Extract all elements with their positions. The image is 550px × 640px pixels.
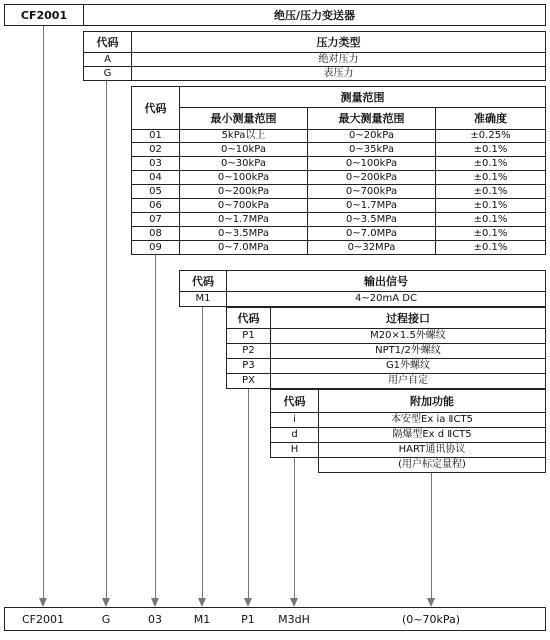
- range-max: 0~100kPa: [345, 157, 398, 169]
- range-row-acc: [435, 156, 546, 171]
- range-row-code: [131, 212, 180, 227]
- range-col-max-text: 最大测量范围: [338, 112, 405, 125]
- range-row-max: [307, 240, 436, 255]
- process-text-value: M20×1.5外螺纹: [370, 330, 446, 341]
- range-row-min: [179, 156, 308, 171]
- arrow-down-icon: [427, 598, 435, 607]
- example-part-extra: [272, 609, 316, 629]
- process-heading-text: 过程接口: [386, 311, 430, 325]
- range-row-min: [179, 184, 308, 199]
- range-row-max: [307, 226, 436, 241]
- code-label: 代码: [237, 311, 260, 325]
- process-text-value: 用户自定: [388, 375, 428, 386]
- range-row-min: [179, 129, 308, 143]
- example-text: (0~70kPa): [401, 612, 461, 626]
- extra-code-text: d: [291, 429, 298, 440]
- range-col-max: [307, 107, 436, 130]
- range-col-min: [179, 107, 308, 130]
- range-row-code: [131, 129, 180, 143]
- product-title: 绝压/压力变送器: [273, 8, 356, 22]
- extra-text-value: 隔爆型Ex d ⅡCT5: [392, 429, 472, 440]
- pressure-type-code-g: [83, 66, 132, 81]
- range-min: 0~700kPa: [217, 199, 270, 211]
- range-acc: ±0.25%: [470, 130, 511, 141]
- range-min: 5kPa以上: [221, 130, 266, 141]
- extra-code: [270, 427, 319, 443]
- extra-note: [318, 457, 546, 473]
- extra-text: [318, 412, 546, 428]
- output-code-text: M1: [195, 293, 211, 304]
- example-part-process: [233, 609, 263, 629]
- range-code: 08: [149, 227, 162, 239]
- connector-line: [431, 473, 432, 599]
- range-min: 0~10kPa: [221, 143, 266, 155]
- example-text: G: [101, 612, 111, 626]
- connector-line: [43, 26, 44, 599]
- process-code-text: P1: [242, 330, 255, 341]
- example-part-pressure-type: [91, 609, 121, 629]
- example-text: M3dH: [278, 612, 310, 626]
- range-row-acc: [435, 198, 546, 213]
- range-max: 0~1.7MPa: [346, 199, 397, 211]
- range-max: 0~200kPa: [345, 171, 398, 183]
- range-row-min: [179, 212, 308, 227]
- process-text: [270, 343, 546, 359]
- process-code-text: P3: [242, 360, 255, 371]
- extra-heading-text: 附加功能: [410, 394, 454, 408]
- extra-text: [318, 427, 546, 443]
- range-row-acc: [435, 129, 546, 143]
- process-code: [226, 328, 271, 344]
- process-text: [270, 328, 546, 344]
- extra-note-text: (用户标定量程): [398, 459, 466, 470]
- range-col-acc-text: 准确度: [474, 112, 507, 125]
- process-code-header: [226, 307, 271, 329]
- pressure-type-text: 表压力: [323, 67, 354, 79]
- range-acc: ±0.1%: [473, 171, 508, 183]
- range-row-max: [307, 212, 436, 227]
- range-code: 01: [149, 130, 162, 141]
- range-row-min: [179, 226, 308, 241]
- range-row-max: [307, 170, 436, 185]
- range-row-max: [307, 184, 436, 199]
- range-code: 03: [149, 157, 162, 169]
- example-text: M1: [193, 612, 211, 626]
- range-max: 0~20kPa: [349, 130, 394, 141]
- range-acc: ±0.1%: [473, 143, 508, 155]
- code-label: 代码: [144, 101, 167, 115]
- example-part-range: [140, 609, 170, 629]
- range-row-acc: [435, 212, 546, 227]
- range-row-max: [307, 156, 436, 171]
- range-row-acc: [435, 142, 546, 157]
- range-acc: ±0.1%: [473, 199, 508, 211]
- process-code-text: PX: [242, 375, 255, 386]
- range-row-min: [179, 170, 308, 185]
- range-acc: ±0.1%: [473, 241, 508, 253]
- range-acc: ±0.1%: [473, 227, 508, 239]
- process-text: [270, 358, 546, 374]
- range-row-code: [131, 226, 180, 241]
- pressure-type-heading-text: 压力类型: [316, 35, 361, 49]
- range-col-accuracy: [435, 107, 546, 130]
- range-row-code: [131, 170, 180, 185]
- range-row-max: [307, 142, 436, 157]
- range-code: 07: [149, 213, 162, 225]
- process-code-text: P2: [242, 345, 255, 356]
- output-code-m1: [179, 291, 227, 307]
- range-max: 0~32MPa: [347, 241, 396, 253]
- arrow-down-icon: [290, 598, 298, 607]
- range-row-acc: [435, 170, 546, 185]
- range-row-acc: [435, 226, 546, 241]
- example-text: P1: [241, 612, 255, 626]
- pressure-type-code-a: [83, 52, 132, 67]
- arrow-down-icon: [244, 598, 252, 607]
- range-row-acc: [435, 184, 546, 199]
- range-max: 0~700kPa: [345, 185, 398, 197]
- pressure-type-code-header: [83, 31, 132, 53]
- range-min: 0~1.7MPa: [218, 213, 269, 225]
- pressure-type-text-g: [131, 66, 546, 81]
- code-label: 代码: [96, 35, 119, 49]
- arrow-down-icon: [39, 598, 47, 607]
- process-heading: [270, 307, 546, 329]
- pressure-type-text: 绝对压力: [318, 53, 359, 65]
- extra-code-text: H: [290, 444, 299, 455]
- extra-heading: [318, 389, 546, 413]
- model-code-cell: [4, 4, 84, 26]
- range-col-min-text: 最小测量范围: [210, 112, 277, 125]
- example-text: 03: [148, 612, 162, 626]
- range-code: 02: [149, 143, 162, 155]
- connector-line: [155, 255, 156, 599]
- range-row-max: [307, 198, 436, 213]
- range-heading: [179, 86, 546, 108]
- process-text-value: NPT1/2外螺纹: [375, 345, 441, 356]
- range-row-min: [179, 240, 308, 255]
- code-label: 代码: [283, 394, 306, 408]
- process-code: [226, 358, 271, 374]
- range-row-code: [131, 198, 180, 213]
- extra-code: [270, 412, 319, 428]
- range-row-code: [131, 184, 180, 199]
- extra-code: [270, 442, 319, 458]
- range-acc: ±0.1%: [473, 157, 508, 169]
- arrow-down-icon: [198, 598, 206, 607]
- extra-text: [318, 442, 546, 458]
- range-min: 0~200kPa: [217, 185, 270, 197]
- range-code: 09: [149, 241, 162, 253]
- range-heading-text: 测量范围: [340, 90, 385, 104]
- example-part-model: [8, 609, 78, 629]
- extra-code-header: [270, 389, 319, 413]
- output-text-m1: [226, 291, 546, 307]
- range-row-min: [179, 198, 308, 213]
- range-min: 0~30kPa: [221, 157, 266, 169]
- extra-text-value: HART通讯协议: [398, 444, 466, 455]
- connector-line: [202, 307, 203, 599]
- range-code: 04: [149, 171, 162, 183]
- process-text: [270, 373, 546, 389]
- range-max: 0~7.0MPa: [346, 227, 397, 239]
- pressure-type-heading: [131, 31, 546, 53]
- example-part-output: [187, 609, 217, 629]
- range-row-code: [131, 142, 180, 157]
- range-acc: ±0.1%: [473, 185, 508, 197]
- output-heading-text: 输出信号: [364, 274, 408, 288]
- example-part-calibration: [391, 609, 471, 629]
- extra-text-value: 本安型Ex ia ⅡCT5: [391, 414, 473, 425]
- example-text: CF2001: [21, 612, 64, 626]
- model-code: CF2001: [20, 8, 68, 22]
- pressure-type-code-text: A: [104, 53, 111, 65]
- product-title-cell: [83, 4, 546, 26]
- process-code: [226, 373, 271, 389]
- range-min: 0~100kPa: [217, 171, 270, 183]
- process-text-value: G1外螺纹: [385, 360, 431, 371]
- connector-line: [248, 389, 249, 599]
- pressure-type-text-a: [131, 52, 546, 67]
- range-row-code: [131, 240, 180, 255]
- range-code: 05: [149, 185, 162, 197]
- range-code-header: [131, 86, 180, 130]
- range-row-code: [131, 156, 180, 171]
- arrow-down-icon: [102, 598, 110, 607]
- connector-line: [294, 458, 295, 599]
- range-max: 0~3.5MPa: [346, 213, 397, 225]
- pressure-type-code-text: G: [103, 67, 112, 79]
- range-min: 0~3.5MPa: [218, 227, 269, 239]
- range-row-min: [179, 142, 308, 157]
- range-min: 0~7.0MPa: [218, 241, 269, 253]
- output-text: 4~20mA DC: [355, 293, 417, 304]
- output-code-header: [179, 270, 227, 292]
- code-label: 代码: [192, 274, 214, 288]
- extra-code-text: i: [293, 414, 296, 425]
- range-max: 0~35kPa: [349, 143, 394, 155]
- output-heading: [226, 270, 546, 292]
- range-code: 06: [149, 199, 162, 211]
- process-code: [226, 343, 271, 359]
- connector-line: [106, 81, 107, 599]
- arrow-down-icon: [151, 598, 159, 607]
- range-acc: ±0.1%: [473, 213, 508, 225]
- range-row-acc: [435, 240, 546, 255]
- range-row-max: [307, 129, 436, 143]
